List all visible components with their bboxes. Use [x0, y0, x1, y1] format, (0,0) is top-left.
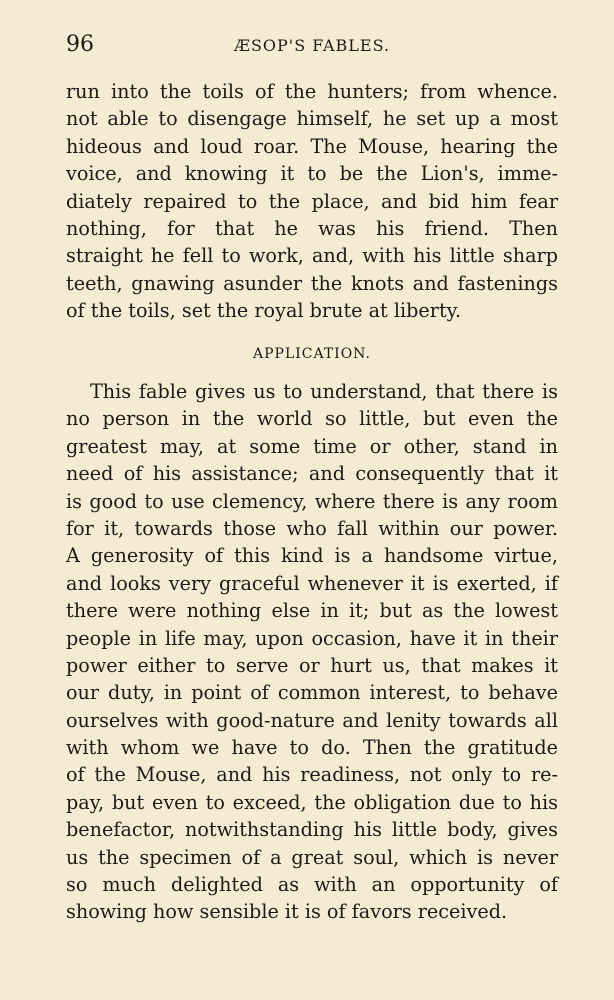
text-line: This fable gives us to understand, that there is [90, 380, 558, 403]
text-line: is good to use clemency, where there is any room [66, 489, 558, 513]
text-line: hideous and loud roar. The Mouse, hearing the [66, 134, 558, 158]
text-line: power either to serve or hurt us, that makes it [66, 653, 558, 677]
text-line: nothing, for that he was his friend. Then [66, 216, 558, 240]
running-title: ÆSOP'S FABLES. [233, 36, 391, 55]
text-line: no person in the world so little, but even the [66, 407, 558, 431]
text-line: with whom we have to do. Then the gratitude [66, 736, 558, 760]
text-line: diately repaired to the place, and bid him fear [66, 189, 558, 213]
text-line: there were nothing else in it; but as the lowest [66, 599, 558, 623]
text-line: ourselves with good-nature and lenity towards all [66, 708, 558, 732]
text-line: need of his assistance; and consequently that it [66, 462, 558, 486]
text-line: greatest may, at some time or other, stand in [66, 434, 558, 458]
text-line: us the specimen of a great soul, which is never [66, 845, 558, 869]
text-line: teeth, gnawing asunder the knots and fastenings [66, 271, 558, 295]
text-line: benefactor, notwithstanding his little body, gives [66, 818, 558, 842]
text-line: voice, and knowing it to be the Lion's, imme- [66, 162, 558, 186]
text-line: and looks very graceful whenever it is exerted, if [66, 571, 558, 595]
text-line: pay, but even to exceed, the obligation due to his [66, 790, 558, 814]
text-line: our duty, in point of common interest, to behave [66, 681, 558, 705]
page-header [66, 30, 558, 60]
text-line: of the Mouse, and his readiness, not only to re- [66, 763, 558, 787]
paragraph-fable-conclusion [66, 78, 558, 325]
text-line: showing how sensible it is of favors received. [66, 900, 508, 924]
paragraph-application [66, 378, 558, 926]
section-heading-application: APPLICATION. [253, 346, 371, 362]
text-line: not able to disengage himself, he set up a most [66, 107, 558, 131]
text-line: for it, towards those who fall within our power. [66, 516, 558, 540]
text-line: run into the toils of the hunters; from whence. [66, 80, 558, 103]
text-line: people in life may, upon occasion, have it in their [66, 626, 558, 650]
text-line: straight he fell to work, and, with his little sharp [66, 244, 558, 268]
text-line: A generosity of this kind is a handsome virtue, [66, 544, 558, 568]
text-line: of the toils, set the royal brute at liberty. [66, 299, 462, 323]
page-number: 96 [66, 32, 94, 57]
text-line: so much delighted as with an opportunity of [66, 873, 558, 897]
